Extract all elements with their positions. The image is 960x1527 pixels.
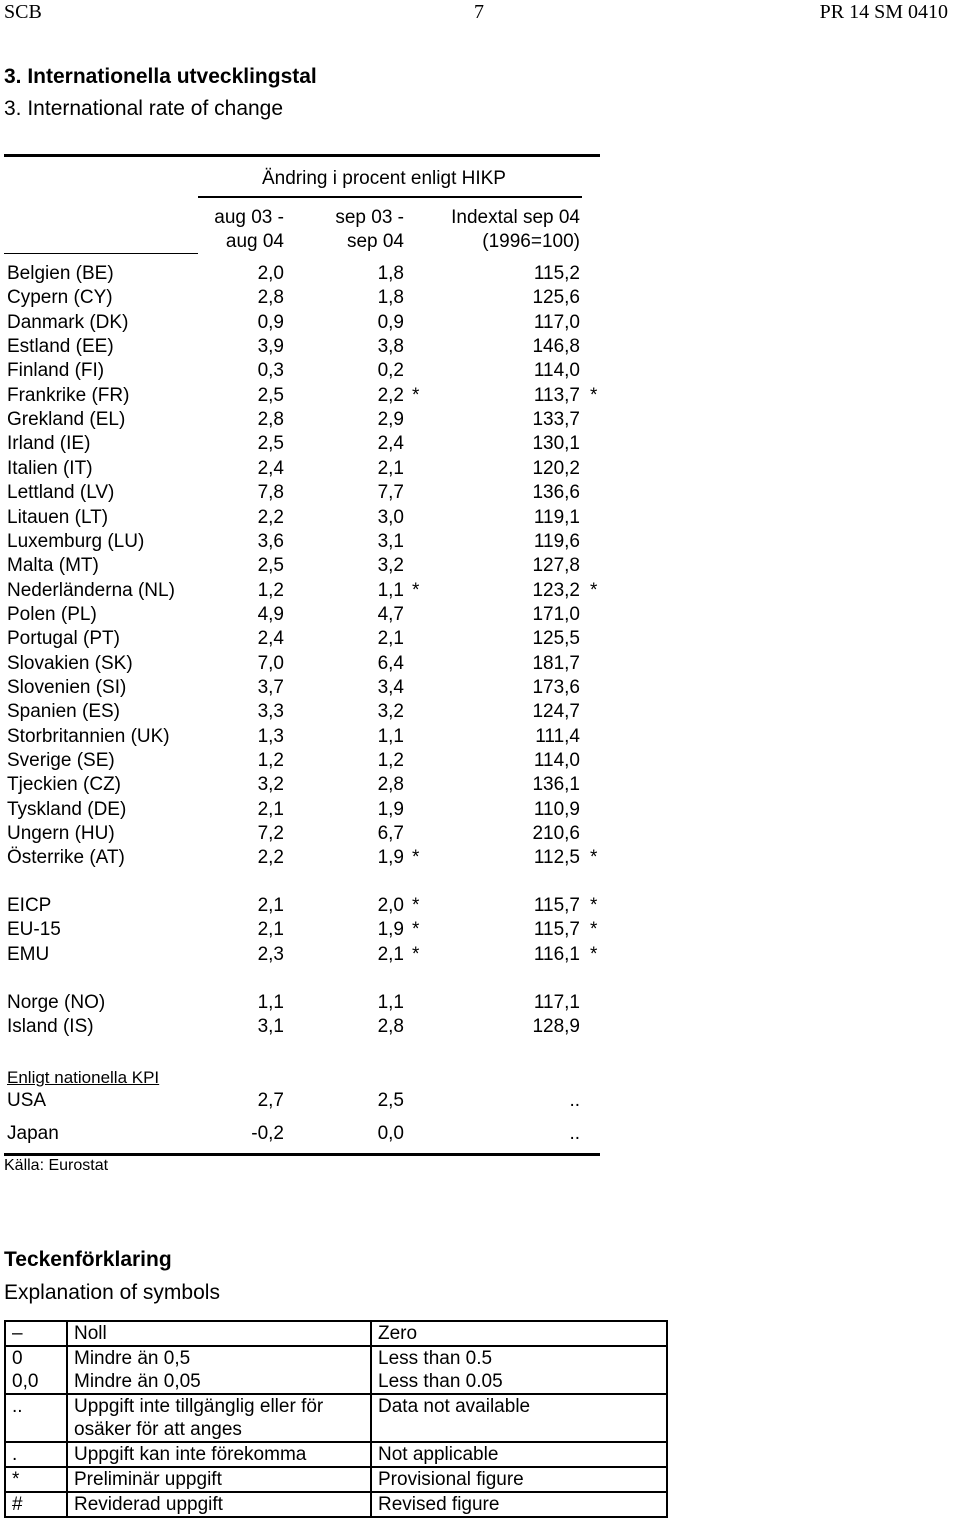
value-sep: 3,4 xyxy=(377,676,404,698)
legend-symbol: 0 0,0 xyxy=(5,1346,67,1394)
value-aug: 4,9 xyxy=(257,603,284,625)
country-row xyxy=(0,286,620,310)
value-sep: 6,4 xyxy=(377,652,404,674)
country-row xyxy=(0,579,620,603)
value-aug: 3,6 xyxy=(257,530,284,552)
row-label: EICP xyxy=(7,895,52,916)
country-row xyxy=(0,822,620,846)
legend-row xyxy=(5,1394,667,1442)
value-aug: 2,4 xyxy=(257,628,284,650)
country-row xyxy=(0,700,620,724)
country-row xyxy=(0,311,620,335)
value-aug: 1,2 xyxy=(257,579,284,601)
value-sep: 2,1 xyxy=(377,457,404,479)
marker-sep: * xyxy=(412,579,420,601)
kpi-subheading: Enligt nationella KPI xyxy=(7,1068,160,1087)
value-sep: 0,0 xyxy=(377,1123,404,1144)
value-index: 136,6 xyxy=(532,482,580,504)
value-aug: 7,0 xyxy=(257,652,284,674)
legend-text-en: Less than 0.5 Less than 0.05 xyxy=(371,1346,667,1394)
legend-text-en: Provisional figure xyxy=(371,1467,667,1492)
row-label: Portugal (PT) xyxy=(7,628,120,650)
value-index: 114,0 xyxy=(533,750,580,771)
row-label: EMU xyxy=(7,943,50,965)
value-sep: 1,9 xyxy=(377,798,404,820)
other-country-row xyxy=(0,1015,620,1039)
value-sep: 1,1 xyxy=(377,725,404,747)
row-label: Ungern (HU) xyxy=(7,823,115,845)
legend-row xyxy=(5,1321,667,1346)
value-index: 133,7 xyxy=(532,409,580,431)
row-label: Nederländerna (NL) xyxy=(7,579,175,601)
legend-symbol: – xyxy=(5,1321,67,1346)
value-sep: 1,1 xyxy=(377,992,404,1013)
value-aug: 2,1 xyxy=(257,895,284,916)
value-aug: 7,2 xyxy=(257,823,284,845)
marker-index: * xyxy=(590,579,598,601)
country-row xyxy=(0,432,620,456)
legend-symbol: . xyxy=(5,1442,67,1467)
value-sep: 2,5 xyxy=(377,1090,404,1111)
value-index: 136,1 xyxy=(532,774,580,796)
value-sep: 2,2 xyxy=(377,384,404,406)
marker-sep: * xyxy=(412,384,420,406)
marker-index: * xyxy=(590,943,598,965)
row-label: Grekland (EL) xyxy=(7,409,126,431)
marker-sep: * xyxy=(412,919,420,941)
value-index: 119,1 xyxy=(533,506,580,528)
row-label: Slovakien (SK) xyxy=(7,652,133,674)
stub-header-rule xyxy=(4,253,198,254)
value-aug: 2,8 xyxy=(257,409,284,431)
section-title-sv: 3. Internationella utvecklingstal xyxy=(4,65,317,88)
col2-header-line2: sep 04 xyxy=(346,231,404,252)
value-index: 125,5 xyxy=(532,628,580,650)
legend-row xyxy=(5,1492,667,1517)
value-index: 116,1 xyxy=(533,943,580,965)
value-aug: 3,7 xyxy=(257,676,284,698)
row-label: Japan xyxy=(7,1123,59,1144)
value-aug: 2,8 xyxy=(257,287,284,309)
value-aug: 2,1 xyxy=(257,919,284,941)
legend-text-en: Zero xyxy=(371,1321,667,1346)
value-sep: 0,9 xyxy=(377,311,404,333)
value-index: 110,9 xyxy=(533,798,580,820)
aggregate-row xyxy=(0,894,620,918)
aggregate-row xyxy=(0,943,620,967)
value-index: 117,0 xyxy=(533,311,580,333)
value-sep: 0,2 xyxy=(377,360,404,382)
legend-table xyxy=(4,1320,668,1518)
row-label: Norge (NO) xyxy=(7,992,106,1013)
value-aug: 1,2 xyxy=(257,750,284,771)
value-aug: 3,2 xyxy=(257,774,284,796)
row-label: Italien (IT) xyxy=(7,457,93,479)
row-label: Irland (IE) xyxy=(7,433,91,455)
value-aug: 2,3 xyxy=(257,943,284,965)
value-sep: 4,7 xyxy=(377,603,404,625)
value-aug: 1,1 xyxy=(257,992,284,1013)
value-sep: 1,9 xyxy=(377,847,404,869)
value-index: 115,7 xyxy=(533,919,580,941)
value-sep: 3,1 xyxy=(377,530,404,552)
value-sep: 2,8 xyxy=(377,1016,404,1038)
value-aug: 0,3 xyxy=(257,360,284,382)
marker-index: * xyxy=(590,919,598,941)
country-row xyxy=(0,506,620,530)
value-sep: 1,8 xyxy=(377,287,404,309)
value-index: 113,7 xyxy=(533,384,580,406)
value-sep: 2,0 xyxy=(377,895,404,916)
value-index: 114,0 xyxy=(533,360,580,382)
country-row xyxy=(0,725,620,749)
legend-symbol: .. xyxy=(5,1394,67,1442)
marker-sep: * xyxy=(412,895,420,916)
marker-index: * xyxy=(590,384,598,406)
country-row xyxy=(0,676,620,700)
value-index: 127,8 xyxy=(532,555,580,577)
row-label: Polen (PL) xyxy=(7,603,97,625)
value-aug: -0,2 xyxy=(251,1123,284,1144)
value-sep: 2,4 xyxy=(377,433,404,455)
country-row xyxy=(0,798,620,822)
value-aug: 0,9 xyxy=(257,311,284,333)
kpi-row xyxy=(0,1122,620,1146)
country-row xyxy=(0,846,620,870)
value-aug: 7,8 xyxy=(257,482,284,504)
value-index: 171,0 xyxy=(532,603,580,625)
table-top-rule xyxy=(4,154,600,157)
row-label: EU-15 xyxy=(7,919,61,941)
value-aug: 3,3 xyxy=(257,701,284,723)
country-row xyxy=(0,262,620,286)
group-header: Ändring i procent enligt HIKP xyxy=(262,168,506,189)
legend-title-sv: Teckenförklaring xyxy=(4,1248,172,1271)
row-label: Storbritannien (UK) xyxy=(7,725,170,747)
value-sep: 3,2 xyxy=(377,555,404,577)
country-row xyxy=(0,627,620,651)
value-index: 117,1 xyxy=(533,992,580,1013)
value-index: 123,2 xyxy=(532,579,580,601)
legend-text-en: Not applicable xyxy=(371,1442,667,1467)
col3-header-line2: (1996=100) xyxy=(482,231,580,252)
col1-header xyxy=(214,206,284,254)
col1-header-line1: aug 03 - xyxy=(214,207,284,228)
value-sep: 2,9 xyxy=(377,409,404,431)
row-label: Island (IS) xyxy=(7,1016,94,1038)
value-index: 128,9 xyxy=(532,1016,580,1038)
row-label: Sverige (SE) xyxy=(7,750,115,771)
legend-text-sv: Preliminär uppgift xyxy=(67,1467,371,1492)
value-aug: 3,1 xyxy=(257,1016,284,1038)
other-country-row xyxy=(0,991,620,1015)
value-aug: 2,5 xyxy=(257,433,284,455)
value-aug: 2,7 xyxy=(257,1090,284,1111)
row-label: Spanien (ES) xyxy=(7,701,121,723)
value-sep: 1,9 xyxy=(377,919,404,941)
legend-text-sv: Reviderad uppgift xyxy=(67,1492,371,1517)
col1-header-line2: aug 04 xyxy=(225,231,284,252)
legend-text-en: Revised figure xyxy=(371,1492,667,1517)
col3-header xyxy=(451,206,580,254)
legend-row xyxy=(5,1467,667,1492)
row-label: Tyskland (DE) xyxy=(7,798,127,820)
col2-header-line1: sep 03 - xyxy=(335,207,404,228)
legend-text-sv: Noll xyxy=(67,1321,371,1346)
country-row xyxy=(0,603,620,627)
row-label: Danmark (DK) xyxy=(7,311,129,333)
value-sep: 3,2 xyxy=(377,701,404,723)
row-label: Finland (FI) xyxy=(7,360,105,382)
section-title-en: 3. International rate of change xyxy=(4,97,284,120)
legend-symbol: # xyxy=(5,1492,67,1517)
country-row xyxy=(0,335,620,359)
row-label: Cypern (CY) xyxy=(7,287,113,309)
group-header-rule xyxy=(198,196,582,198)
country-row xyxy=(0,384,620,408)
value-index: 173,6 xyxy=(532,676,580,698)
marker-index: * xyxy=(590,895,598,916)
value-index: 210,6 xyxy=(532,823,580,845)
legend-text-en: Data not available xyxy=(371,1394,667,1442)
value-index: 115,2 xyxy=(533,263,580,284)
value-aug: 3,9 xyxy=(257,336,284,358)
marker-sep: * xyxy=(412,847,420,869)
row-label: Luxemburg (LU) xyxy=(7,530,145,552)
value-sep: 1,1 xyxy=(377,579,404,601)
value-index: .. xyxy=(569,1123,580,1144)
row-label: Malta (MT) xyxy=(7,555,99,577)
country-row xyxy=(0,359,620,383)
marker-index: * xyxy=(590,847,598,869)
page-number: 7 xyxy=(474,1,484,23)
value-index: 181,7 xyxy=(532,652,580,674)
value-aug: 2,2 xyxy=(257,506,284,528)
value-index: .. xyxy=(569,1090,580,1111)
row-label: USA xyxy=(7,1090,47,1111)
value-index: 111,4 xyxy=(535,725,580,747)
value-sep: 3,8 xyxy=(377,336,404,358)
country-row xyxy=(0,773,620,797)
row-label: Österrike (AT) xyxy=(7,847,125,869)
legend-row xyxy=(5,1346,667,1394)
legend-symbol: * xyxy=(5,1467,67,1492)
value-sep: 3,0 xyxy=(377,506,404,528)
value-index: 125,6 xyxy=(532,287,580,309)
value-sep: 1,8 xyxy=(377,263,404,284)
value-aug: 2,2 xyxy=(257,847,284,869)
col3-header-line1: Indextal sep 04 xyxy=(451,207,580,228)
value-index: 115,7 xyxy=(533,895,580,916)
value-sep: 2,8 xyxy=(377,774,404,796)
country-row xyxy=(0,554,620,578)
country-row xyxy=(0,481,620,505)
row-label: Litauen (LT) xyxy=(7,506,109,528)
legend-text-sv: Mindre än 0,5 Mindre än 0,05 xyxy=(67,1346,371,1394)
row-label: Belgien (BE) xyxy=(7,263,114,284)
value-index: 119,6 xyxy=(533,530,580,552)
aggregate-row xyxy=(0,918,620,942)
marker-sep: * xyxy=(412,943,420,965)
header-publication-id: PR 14 SM 0410 xyxy=(819,1,948,23)
value-sep: 7,7 xyxy=(377,482,404,504)
country-row xyxy=(0,652,620,676)
country-row xyxy=(0,530,620,554)
value-index: 124,7 xyxy=(532,701,580,723)
value-sep: 6,7 xyxy=(377,823,404,845)
value-aug: 2,5 xyxy=(257,555,284,577)
row-label: Lettland (LV) xyxy=(7,482,115,504)
row-label: Tjeckien (CZ) xyxy=(7,774,122,796)
header-org: SCB xyxy=(4,1,42,23)
value-index: 120,2 xyxy=(532,457,580,479)
country-row xyxy=(0,749,620,773)
row-label: Slovenien (SI) xyxy=(7,676,127,698)
value-sep: 2,1 xyxy=(377,943,404,965)
source-note: Källa: Eurostat xyxy=(4,1157,109,1174)
legend-title-en: Explanation of symbols xyxy=(4,1281,220,1304)
value-index: 146,8 xyxy=(532,336,580,358)
value-index: 130,1 xyxy=(532,433,580,455)
value-sep: 2,1 xyxy=(377,628,404,650)
row-label: Estland (EE) xyxy=(7,336,114,358)
legend-row xyxy=(5,1442,667,1467)
col2-header xyxy=(335,206,404,254)
value-index: 112,5 xyxy=(533,847,580,869)
country-row xyxy=(0,457,620,481)
value-aug: 2,4 xyxy=(257,457,284,479)
row-label: Frankrike (FR) xyxy=(7,384,130,406)
legend-text-sv: Uppgift inte tillgänglig eller för osäker för att anges xyxy=(67,1394,371,1442)
value-aug: 1,3 xyxy=(257,725,284,747)
value-sep: 1,2 xyxy=(377,750,404,771)
country-row xyxy=(0,408,620,432)
value-aug: 2,5 xyxy=(257,384,284,406)
value-aug: 2,0 xyxy=(257,263,284,284)
legend-text-sv: Uppgift kan inte förekomma xyxy=(67,1442,371,1467)
kpi-row xyxy=(0,1089,620,1113)
value-aug: 2,1 xyxy=(257,798,284,820)
